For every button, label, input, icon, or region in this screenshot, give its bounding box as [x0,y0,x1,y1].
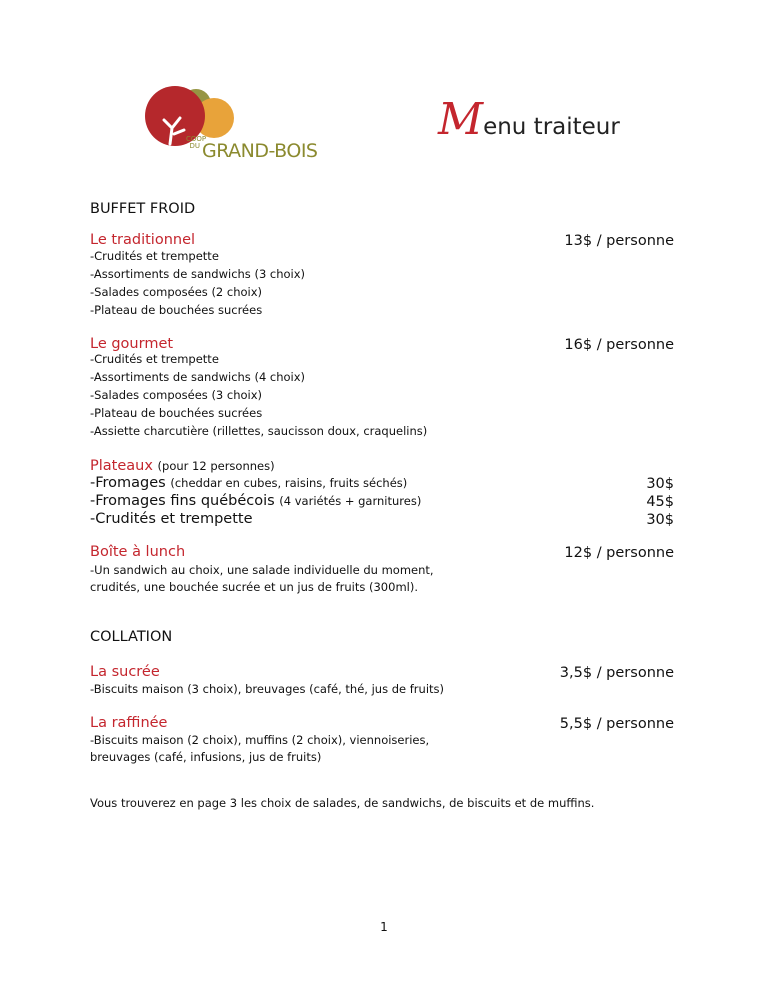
plateau-price: 30$ [646,512,674,528]
menu-item-name: Plateaux [90,458,153,474]
detail-line: -Biscuits maison (2 choix), muffins (2 choix), viennoiseries, [90,733,430,747]
plateau-label: -Fromages [90,475,166,491]
menu-item-price: 16$ / personne [564,337,674,353]
menu-item-name: La raffinée [90,715,168,731]
plateau-detail: (4 variétés + garnitures) [279,494,422,508]
coop-logo [136,84,332,166]
plateau-label: -Crudités et trempette [90,511,253,527]
page-number: 1 [380,920,388,934]
plateau-label: -Fromages fins québécois [90,493,275,509]
menu-item-details [90,680,444,698]
detail-line: -Crudités et trempette [90,249,219,263]
detail-line: -Un sandwich au choix, une salade individuelle du moment, [90,563,434,577]
detail-line: -Assortiments de sandwichs (4 choix) [90,370,306,385]
detail-line: -Crudités et trempette [90,352,219,366]
detail-line: -Plateau de bouchées sucrées [90,406,263,421]
logo-du-text: DU [189,142,200,150]
menu-item-details [90,247,305,319]
plateau-detail: (cheddar en cubes, raisins, fruits séchés) [170,476,408,490]
detail-line: crudités, une bouchée sucrée et un jus de fruits (300ml). [90,580,418,594]
detail-line: -Plateau de bouchées sucrées [90,303,263,318]
detail-line: -Biscuits maison (3 choix), breuvages (café, thé, jus de fruits) [90,682,444,696]
title-initial: M [438,94,484,145]
menu-item-name: Le traditionnel [90,232,196,248]
detail-line: -Salades composées (2 choix) [90,285,263,300]
detail-line: breuvages (café, infusions, jus de fruits) [90,750,322,764]
detail-line: -Salades composées (3 choix) [90,388,263,403]
menu-item-details [90,732,429,766]
menu-item-price: 12$ / personne [564,545,674,561]
logo-brand-text: GRAND-BOIS [202,140,318,162]
plateau-row [90,493,421,509]
menu-item-price: 3,5$ / personne [559,665,674,681]
detail-line: -Assortiments de sandwichs (3 choix) [90,267,306,282]
page-title [438,94,620,145]
menu-item-name: Boîte à lunch [90,544,186,560]
plateau-price: 45$ [646,494,674,510]
menu-item-price: 5,5$ / personne [559,716,674,732]
plateau-price: 30$ [646,476,674,492]
plateau-row [90,511,253,527]
title-rest: enu traiteur [483,114,620,140]
menu-item-name: Le gourmet [90,336,174,352]
plateaux-note: (pour 12 personnes) [157,459,275,473]
section-heading-collation: COLLATION [90,629,173,645]
section-heading-buffet: BUFFET FROID [90,201,196,217]
menu-item-details [90,350,427,440]
menu-item-details [90,562,434,596]
footer-note: Vous trouverez en page 3 les choix de salades, de sandwichs, de biscuits et de muffins. [90,796,595,810]
detail-line: -Assiette charcutière (rillettes, saucisson doux, craquelins) [90,424,428,439]
menu-item-name: La sucrée [90,664,160,680]
logo-coop-text: COOP [186,135,207,143]
plateau-row [90,475,407,491]
menu-item-price: 13$ / personne [564,233,674,249]
plateaux-heading [90,458,275,474]
